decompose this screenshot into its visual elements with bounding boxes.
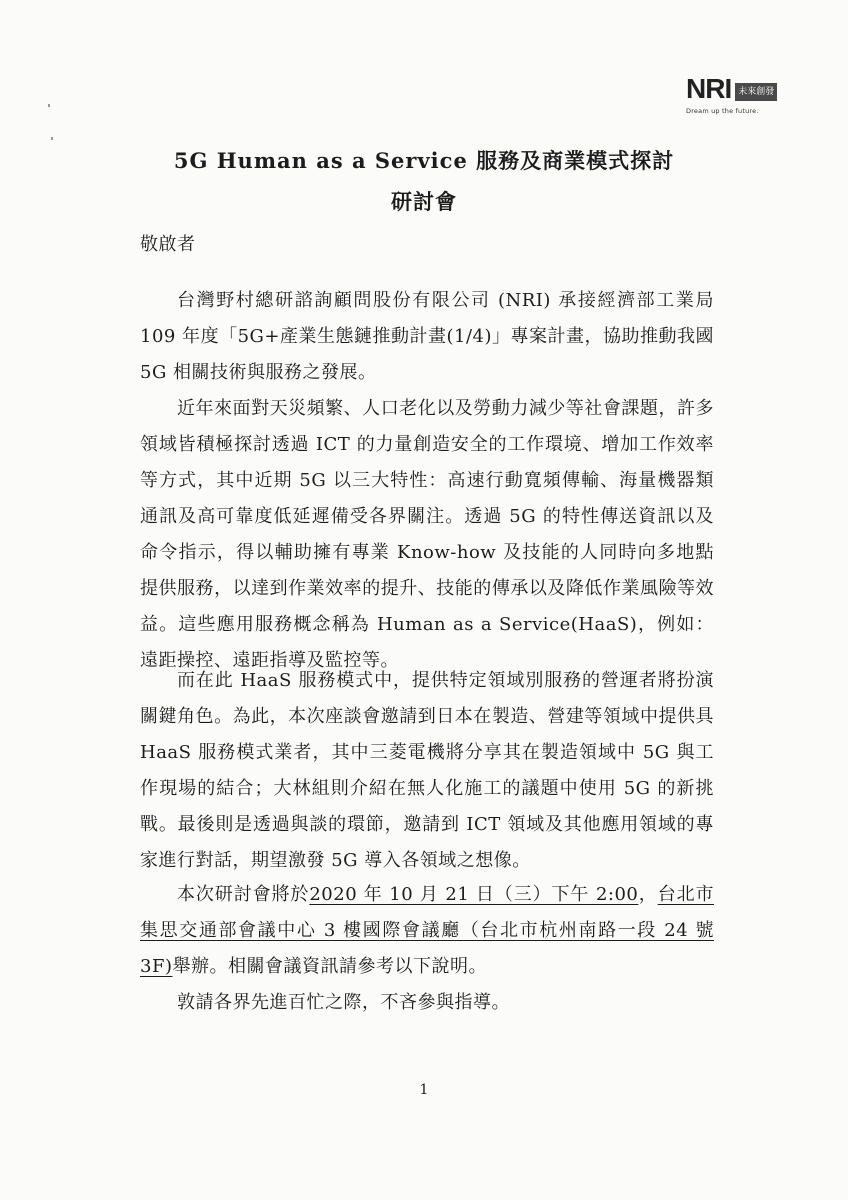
paragraph-haas: 而在此 HaaS 服務模式中，提供特定領域別服務的營運者將扮演關鍵角色。為此，本次座談會邀請到日本在製造、營建等領域中提供具 HaaS 服務模式業者，其中三菱電機將分享其在製造領域中 5G 與工作現場的結合；大林組則介紹在無人化施工的議題中使用 5G 的新挑戰。最後則是透過與談的環節，邀請到 ICT 領域及其他應用領域的專家進行對話，期望激發 5G 導入各領域之想像。 [140,670,714,871]
logo-wordmark: NRI [686,73,732,104]
event-text-sep: ， [638,884,658,905]
scan-speck [51,137,53,140]
logo-badge: 未來創發 [735,83,777,101]
event-date: 2020 年 10 月 21 日（三）下午 2:00 [309,884,639,905]
paragraph-intro: 台灣野村總研諮詢顧問股份有限公司 (NRI) 承接經濟部工業局 109 年度「5G+產業生態鏈推動計畫(1/4)」專案計畫，協助推動我國 5G 相關技術與服務之發展。 [140,290,715,383]
event-venue: 台北市集思交通部會議中心 3 樓國際會議廳（台北市杭州南路一段 24 號 3F) [140,884,715,977]
scan-speck [48,104,50,107]
logo-tagline: Dream up the future. [686,107,759,115]
document-title: 5G Human as a Service 服務及商業模式探討 [173,148,675,173]
document-subtitle: 研討會 [391,189,457,214]
event-text-post: 舉辦。相關會議資訊請參考以下說明。 [172,956,487,977]
paragraph-closing: 敦請各界先進百忙之際，不吝參與指導。 [177,992,510,1013]
paragraph-event-info [140,877,714,985]
event-text-pre: 本次研討會將於 [177,884,310,905]
page-number: 1 [419,1082,429,1098]
paragraph-background: 近年來面對天災頻繁、人口老化以及勞動力減少等社會課題，許多領域皆積極探討透過 ICT 的力量創造安全的工作環境、增加工作效率等方式，其中近期 5G 以三大特性：高速行動寬頻傳輸、海量機器類通訊及高可靠度低延遲備受各界關注。透過 5G 的特性傳送資訊以及命令指示，得以輔助擁有專業 Know-how 及技能的人同時向多地點提供服務，以達到作業效率的提升、技能的傳承以及降低作業風險等效益。這些應用服務概念稱為 Human as a Service(HaaS)，例如：遠距操控、遠距指導及監控等。 [140,398,714,671]
salutation: 敬啟者 [140,234,196,255]
nri-logo [686,74,790,126]
